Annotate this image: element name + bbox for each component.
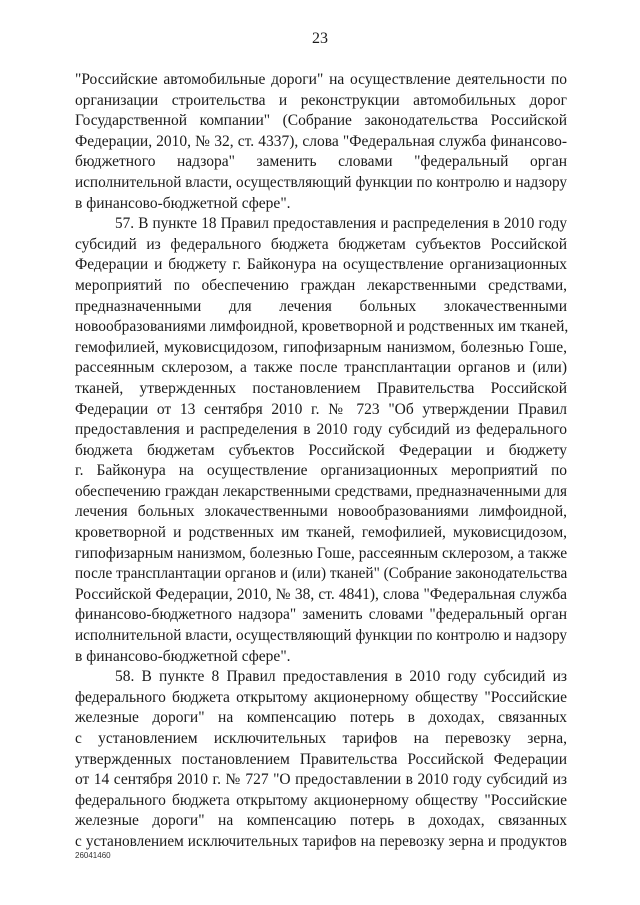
text-line: бюджета бюджетам субъектов Российской Федерации и бюджету [75, 441, 567, 459]
text-line: утвержденных постановлением Правительства Российской Федерации [75, 750, 567, 768]
text-line: кроветворной и родственных им тканей, гемофилией, муковисцидозом, [75, 524, 567, 542]
text-line: предназначенными для лечения больных злокачественными [75, 297, 567, 315]
text-line: организации строительства и реконструкции автомобильных дорог [75, 91, 567, 109]
text-line: с установлением исключительных тарифов на перевозку зерна, [75, 730, 567, 747]
text-line: тканей, утвержденных постановлением Правительства Российской [75, 379, 567, 397]
text-line: в финансово-бюджетной сфере". [75, 194, 291, 212]
text-line: от 14 сентября 2010 г. № 727 "О предоставлении в 2010 году субсидий из [75, 771, 567, 789]
text-line: железные дороги" на компенсацию потерь в доходах, связанных [75, 812, 567, 830]
text-line: обеспечению граждан лекарственными средствами, предназначенными для [75, 482, 567, 500]
text-line: субсидий из федерального бюджета бюджетам субъектов Российской [75, 235, 567, 253]
text-line: предоставления и распределения в 2010 году субсидий из федерального [75, 421, 567, 439]
text-line: исполнительной власти, осуществляющий функции по контролю и надзору [75, 627, 567, 645]
text-line: Федерации, 2010, № 32, ст. 4337), слова "Федеральная служба финансово- [75, 132, 567, 150]
text-line: федерального бюджета открытому акционерному обществу "Российские [75, 791, 567, 809]
text-line: рассеянным склерозом, а также после трансплантации органов и (или) [75, 359, 567, 377]
text-line: бюджетного надзора" заменить словами "федеральный орган [75, 153, 567, 171]
text-line: федерального бюджета открытому акционерному обществу "Российские [75, 688, 567, 706]
text-line: после трансплантации органов и (или) тканей" (Собрание законодательства [75, 565, 568, 583]
text-line: мероприятий по обеспечению граждан лекарственными средствами, [75, 276, 567, 294]
text-line: гипофизарным нанизмом, болезнью Гоше, рассеянным склерозом, а также [75, 544, 568, 562]
text-line: гемофилией, муковисцидозом, гипофизарным нанизмом, болезнью Гоше, [75, 338, 567, 356]
text-line: железные дороги" на компенсацию потерь в доходах, связанных [75, 709, 567, 727]
text-line: Федерации от 13 сентября 2010 г. № 723 "Об утверждении Правил [75, 400, 567, 418]
text-line: 58. В пункте 8 Правил предоставления в 2010 году субсидий из [115, 668, 567, 686]
document-code: 26041460 [75, 851, 111, 860]
text-line: "Российские автомобильные дороги" на осуществление деятельности по [75, 71, 567, 88]
document-body [75, 70, 567, 853]
page-number: 23 [312, 30, 328, 47]
text-line: финансово-бюджетного надзора" заменить словами "федеральный орган [75, 606, 567, 624]
text-line: в финансово-бюджетной сфере". [75, 647, 291, 665]
text-line: Федерации и бюджету г. Байконура на осуществление организационных [75, 256, 567, 274]
text-line: Государственной компании" (Собрание законодательства Российской [75, 112, 567, 130]
text-line: г. Байконура на осуществление организационных мероприятий по [75, 462, 567, 480]
text-line: исполнительной власти, осуществляющий функции по контролю и надзору [75, 173, 567, 191]
text-line: с установлением исключительных тарифов на перевозку зерна и продуктов [75, 832, 567, 850]
text-line: 57. В пункте 18 Правил предоставления и распределения в 2010 году [115, 215, 567, 233]
text-line: новообразованиями лимфоидной, кроветворной и родственных им тканей, [75, 318, 569, 336]
text-line: Российской Федерации, 2010, № 38, ст. 4841), слова "Федеральная служба [75, 585, 567, 603]
text-line: лечения больных злокачественными новообразованиями лимфоидной, [75, 503, 567, 521]
